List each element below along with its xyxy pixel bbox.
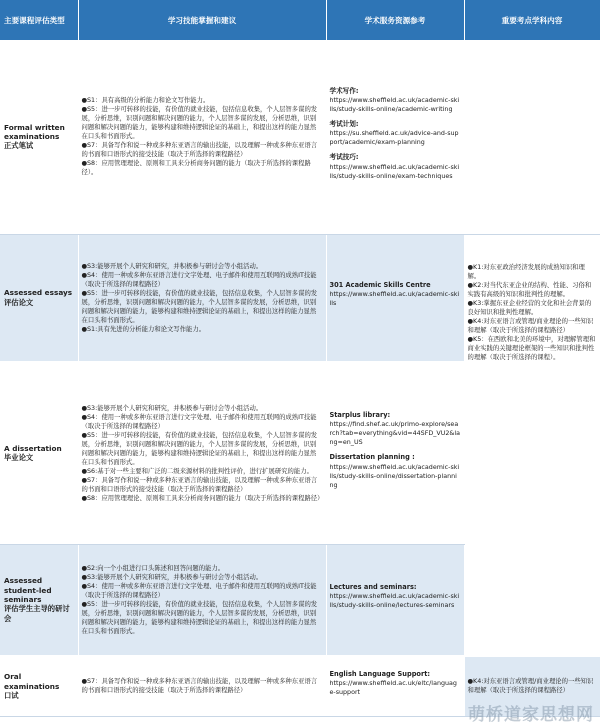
skill-item: ●S7：具备写作和说一种或多种东亚语言的输出技能，以及理解一种或多种东亚语言的书面和口语形式的接受技能（取决于所选择的课程路径）	[81, 678, 318, 695]
resources-cell	[326, 656, 464, 716]
resource-item	[330, 670, 461, 697]
resource-link[interactable]: https://su.sheffield.ac.uk/advice-and-support/academic/exam-planning	[329, 130, 459, 147]
header-row	[0, 0, 600, 40]
assessment-type-zh: 毕业论文	[4, 453, 34, 463]
resource-item	[330, 87, 461, 114]
assessment-type-cell	[0, 544, 78, 656]
watermark: 萌桥道家思想网	[468, 705, 594, 725]
resource-item	[330, 120, 461, 147]
resource-link[interactable]: https://www.sheffield.ac.uk/eltc/language-support	[329, 679, 457, 696]
skill-item: ●S7：具备写作和说一种或多种东亚语言的输出技能，以及理解一种或多种东亚语言的书面和口语形式的接受技能（取决于所选择的课程路径）	[81, 476, 318, 493]
assessment-type-en: Oral examinations	[4, 672, 60, 691]
knowledge-cell	[464, 40, 600, 234]
skill-item: ●S1：具有高级的分析能力和论文写作能力。	[81, 97, 210, 105]
skills-cell	[78, 656, 326, 716]
resource-title: Lectures and seminars:	[329, 583, 417, 592]
table-row	[0, 234, 600, 362]
skills-cell	[78, 234, 326, 362]
resource-item	[330, 453, 461, 489]
knowledge-item: ●K4:对东亚语言或管理/商业理论的一些知识和理解（取决于所选择的课程路径）	[467, 317, 594, 334]
skill-item: ●S8：应用管理理论、原则和工具来分析商务问题的能力（取决于所选择的课程路径）。	[81, 160, 311, 177]
resource-title: 301 Academic Skills Centre	[329, 281, 431, 290]
assessment-type-zh: 评估论文	[4, 297, 34, 307]
resource-title: 学术写作:	[329, 86, 359, 95]
assessment-type-en: Assessed student-led seminars	[4, 576, 52, 604]
header-assessment-type: 主要课程评估类型	[0, 0, 78, 40]
skill-item: ●S3:能够开展个人研究和研究，并积极参与研讨会等小组活动。	[81, 404, 263, 412]
resources-cell	[326, 234, 464, 362]
assessment-type-zh: 评估学生主导的研讨会	[4, 604, 70, 623]
resource-title: 考试技巧:	[329, 153, 359, 162]
resource-link[interactable]: https://www.sheffield.ac.uk/academic-skills/study-skills-online/lectures-seminars	[329, 593, 460, 610]
knowledge-item: ●K4:对东亚语言或管理/商业理论的一些知识和理解（取决于所选择的课程路径）	[467, 678, 594, 695]
resource-item	[330, 583, 461, 610]
resource-item	[330, 153, 461, 180]
resource-link[interactable]: https://find.shef.ac.uk/primo-explore/search?tab=everything&vid=44SFD_VU2&lang=en_US	[329, 421, 461, 447]
resource-link[interactable]: https://www.sheffield.ac.uk/academic-skills/study-skills-online/academic-writing	[329, 97, 460, 114]
resource-title: 考试计划:	[329, 120, 359, 129]
assessment-type-zh: 口试	[4, 690, 19, 700]
skill-item: ●S5：进一步可转移的技能，有价值的就业技能，包括信息收集，个人层智多谋的发展，分析思维，识别问题和解决问题的能力，个人层智多谋的发展，分析思维，识别问题和解决问题的能力，能够构建和维持逻辑论证的基础上，和提出这样的能力显然在口头和书面形式。	[81, 289, 318, 324]
resource-link[interactable]: https://www.sheffield.ac.uk/academic-skills	[329, 291, 460, 308]
assessment-type-cell	[0, 656, 78, 716]
header-skills: 学习技能掌握和建议	[78, 0, 326, 40]
assessment-type-en: Assessed essays	[4, 288, 73, 298]
assessment-type-en: Formal written examinations	[4, 122, 65, 141]
resource-title: Starplus library:	[329, 410, 391, 419]
skill-item: ●S1:具有先进的分析能力和论文写作能力。	[81, 325, 206, 333]
resources-cell	[326, 362, 464, 544]
knowledge-item: ●K5：在西欧和北美的环境中，对理解管理和商业实践的关键理论框架的一些知识和批判性的理解（取决于所选择的课程）。	[467, 335, 596, 361]
knowledge-item: ●K3:掌握东亚企业经营的文化和社会背景的良好知识和批判性理解。	[467, 299, 592, 316]
skill-item: ●S8：应用管理理论、原则和工具来分析商务问题的能力（取决于所选择的课程路径）	[81, 494, 324, 502]
skill-item: ●S2:向一个小组进行口头陈述和回答问题的能力。	[81, 564, 225, 572]
skill-item: ●S4：使用一种或多种东亚语言进行文字处理、电子邮件和使用互联网的成熟IT技能（取决于所选择的课程路径）	[81, 413, 317, 430]
resource-item	[330, 411, 461, 447]
resource-title: Dissertation planning :	[329, 453, 415, 462]
skill-item: ●S5：进一步可转移的技能，有价值的就业技能，包括信息收集，个人层智多谋的发展，分析思维，识别问题和解决问题的能力，个人层智多谋的发展，分析思维，识别问题和解决问题的能力，能够构建和维持逻辑论证的基础上，和提出这样的能力显然在口头和书面形式。	[81, 431, 318, 466]
resource-item	[330, 281, 461, 308]
header-knowledge: 重要考点学科内容	[464, 0, 600, 40]
knowledge-cell	[464, 234, 600, 656]
resource-link[interactable]: https://www.sheffield.ac.uk/academic-skills/study-skills-online/dissertation-planning	[329, 463, 460, 489]
resource-title: English Language Support:	[329, 669, 431, 678]
resource-link[interactable]: https://www.sheffield.ac.uk/academic-skills/study-skills-online/exam-techniques	[329, 163, 460, 180]
skill-item: ●S3:能够开展个人研究和研究，并积极参与研讨会等小组活动。	[81, 573, 263, 581]
skills-cell	[78, 362, 326, 544]
skill-item: ●S5：进一步可转移的技能，有价值的就业技能，包括信息收集，个人层智多谋的发展，分析思维，识别问题和解决问题的能力，个人层智多谋的发展，分析思维，识别问题和解决问题的能力，能够构建和维持逻辑论证的基础上，和提出这样的能力显然在口头和书面形式。	[81, 600, 318, 635]
table-row	[0, 40, 600, 234]
skill-item: ●S7：具备写作和说一种或多种东亚语言的输出技能，以及理解一种或多种东亚语言的书面和口语形式的接受技能（取决于所选择的课程路径）	[81, 142, 318, 159]
skill-item: ●S6:基于对一些主要和广泛的二级来源材料的批判性评价，进行扩展研究的能力。	[81, 467, 313, 475]
skill-item: ●S4：使用一种或多种东亚语言进行文字处理、电子邮件和使用互联网的成熟IT技能（取决于所选择的课程路径）	[81, 582, 317, 599]
assessment-type-en: A dissertation	[4, 443, 62, 453]
knowledge-item: ●K2:对当代东亚企业的结构、性能、习俗和实践有高级的知识和批判性的理解。	[467, 281, 592, 298]
skills-cell	[78, 544, 326, 656]
skill-item: ●S4：使用一种或多种东亚语言进行文字处理、电子邮件和使用互联网的成熟IT技能（取决于所选择的课程路径）	[81, 271, 317, 288]
skill-item: ●S5：进一步可转移的技能，有价值的就业技能，包括信息收集，个人层智多谋的发展，分析思维，识别问题和解决问题的能力，个人层智多谋的发展，分析思维，识别问题和解决问题的能力，能够构建和维持逻辑论证的基础上，和提出这样的能力显然在口头和书面形式。	[81, 106, 318, 141]
knowledge-item: ●K1:对东亚政治经济发展的成熟知识和理解。	[467, 263, 585, 280]
skills-cell	[78, 40, 326, 234]
assessment-type-cell	[0, 362, 78, 544]
header-resources: 学术服务资源参考	[326, 0, 464, 40]
skill-item: ●S3:能够开展个人研究和研究，并积极参与研讨会等小组活动。	[81, 262, 263, 270]
assessment-type-cell	[0, 234, 78, 362]
resources-cell	[326, 40, 464, 234]
resources-cell	[326, 544, 464, 656]
assessment-type-zh: 正式笔试	[4, 141, 34, 151]
assessment-type-cell	[0, 40, 78, 234]
